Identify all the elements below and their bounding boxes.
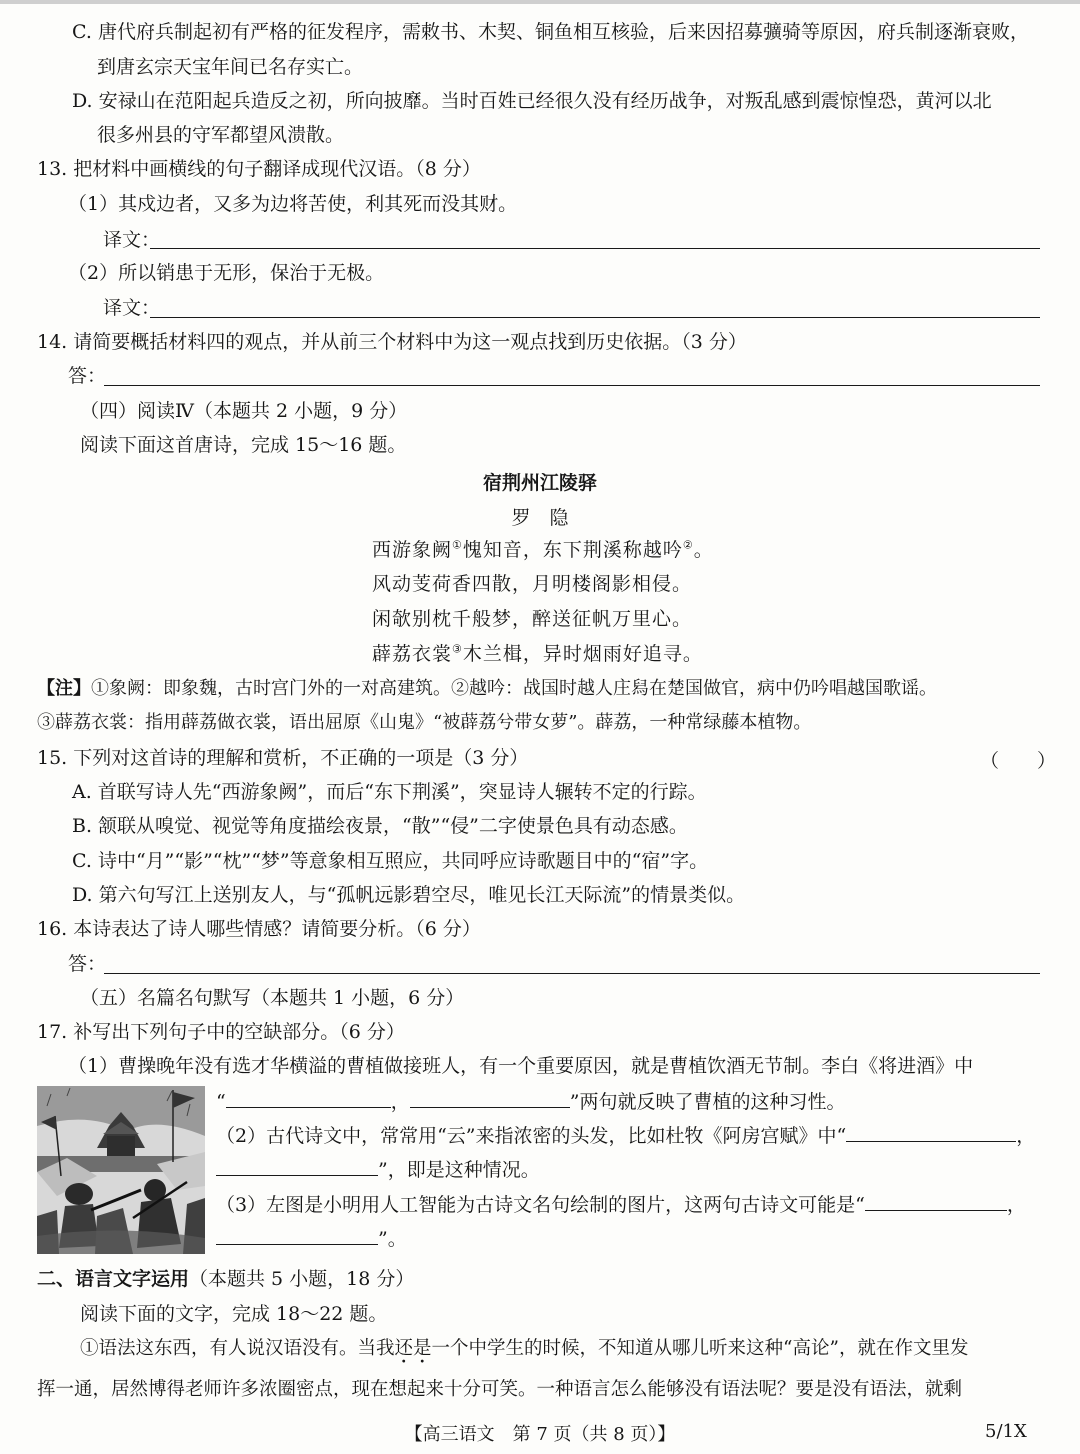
section4-intro: 阅读下面这首唐诗，完成 15～16 题。 xyxy=(80,434,407,456)
q12-option-d-line2: 很多州县的守军都望风溃散。 xyxy=(97,124,345,146)
q17-blank-4[interactable] xyxy=(216,1159,378,1176)
q16-answer-blank[interactable] xyxy=(104,973,1040,974)
q17-item-3-line1: （3）左图是小明用人工智能为古诗文名句绘制的图片，这两句古诗文可能是“ ， xyxy=(216,1194,1026,1216)
poem-title: 宿荆州江陵驿 xyxy=(482,472,597,494)
q16-answer-label: 答： xyxy=(68,953,107,975)
q15-option-a: A. 首联写诗人先“西游象阙”，而后“东下荆溪”，突显诗人辗转不定的行踪。 xyxy=(72,781,707,803)
part2-heading: 二、语言文字运用（本题共 5 小题，18 分） xyxy=(37,1268,415,1290)
q17-blank-2[interactable] xyxy=(410,1091,570,1108)
page-footer: 【高三语文 第 7 页（共 8 页）】 xyxy=(404,1424,676,1445)
q17-item-2-line1: （2）古代诗文中，常常用“云”来指浓密的头发，比如杜牧《阿房宫赋》中“ ， xyxy=(216,1125,1036,1147)
q15-option-c: C. 诗中“月”“影”“枕”“梦”等意象相互照应，共同呼应诗歌题目中的“宿”字。 xyxy=(72,850,709,872)
emphasis-char-2: 是 xyxy=(413,1338,432,1359)
q17-item-1-line2: “ ， ”两句就反映了曹植的这种习性。 xyxy=(216,1091,846,1113)
q17-stem: 17. 补写出下列句子中的空缺部分。（6 分） xyxy=(37,1021,405,1043)
q15-stem: 15. 下列对这首诗的理解和赏析，不正确的一项是（3 分） xyxy=(37,747,529,769)
q17-blank-1[interactable] xyxy=(226,1091,391,1108)
q13-translation-blank-1[interactable] xyxy=(150,248,1040,249)
poem-author: 罗 隐 xyxy=(511,507,569,529)
note-marker-2: ② xyxy=(682,538,694,552)
q13-translation-label-1: 译文： xyxy=(103,229,161,251)
q13-sentence-2: （2）所以销患于无形，保治于无极。 xyxy=(68,262,385,284)
note-marker-1: ① xyxy=(452,538,463,552)
notes-tag: 【注】 xyxy=(37,678,91,699)
poem-line-2: 风动芰荷香四散，月明楼阁影相侵。 xyxy=(372,573,693,595)
q13-sentence-1: （1）其戍边者，又多为边将苦使，利其死而没其财。 xyxy=(68,193,518,215)
q17-item-2-line2: ”，即是这种情况。 xyxy=(216,1158,540,1182)
q15-answer-parenthesis[interactable]: （ ） xyxy=(980,750,1057,772)
q13-stem: 13. 把材料中画横线的句子翻译成现代汉语。（8 分） xyxy=(37,158,481,180)
part2-intro: 阅读下面的文字，完成 18～22 题。 xyxy=(80,1303,388,1325)
q12-option-c-line2: 到唐玄宗天宝年间已名存实亡。 xyxy=(97,56,364,78)
q15-option-d: D. 第六句写江上送别友人，与“孤帆远影碧空尽，唯见长江天际流”的情景类似。 xyxy=(72,884,746,906)
q17-blank-3[interactable] xyxy=(846,1125,1016,1142)
q14-answer-blank[interactable] xyxy=(104,385,1040,386)
q17-item-1-line1: （1）曹操晚年没有选才华横溢的曹植做接班人，有一个重要原因，就是曹植饮酒无节制。李白《将进酒》中 xyxy=(68,1055,974,1077)
scan-edge xyxy=(0,0,1080,4)
passage-line-2: 挥一通，居然博得老师许多浓圈密点，现在想起来十分可笑。一种语言怎么能够没有语法呢？要是没有语法，就剩 xyxy=(37,1379,963,1400)
q12-option-c-line1: C. 唐代府兵制起初有严格的征发程序，需敕书、木契、铜鱼相互核验，后来因招募彍骑等原因，府兵制逐渐衰败， xyxy=(72,21,1029,43)
q16-stem: 16. 本诗表达了诗人哪些情感？请简要分析。（6 分） xyxy=(37,918,481,940)
note-marker-3: ③ xyxy=(452,642,463,656)
q13-translation-label-2: 译文： xyxy=(103,297,161,319)
q12-option-d-line1: D. 安禄山在范阳起兵造反之初，所向披靡。当时百姓已经很久没有经历战争，对叛乱感到震惊惶恐，黄河以北 xyxy=(72,90,992,112)
section4-heading: （四）阅读Ⅳ（本题共 2 小题，9 分） xyxy=(80,400,408,422)
poem-line-1: 西游象阙①愧知音，东下荆溪称越吟②。 xyxy=(372,538,714,561)
section5-heading: （五）名篇名句默写（本题共 1 小题，6 分） xyxy=(80,987,465,1009)
poem-line-3: 闲欹别枕千般梦，醉送征帆万里心。 xyxy=(372,608,693,630)
battle-illustration xyxy=(37,1086,205,1254)
q17-blank-6[interactable] xyxy=(216,1228,378,1245)
poem-notes-line-2: ③薜荔衣裳：指用薜荔做衣裳，语出屈原《山鬼》“被薜荔兮带女萝”。薜荔，一种常绿藤本植物。 xyxy=(37,712,812,733)
q14-answer-label: 答： xyxy=(68,365,107,387)
q17-blank-5[interactable] xyxy=(865,1194,1007,1211)
paper-code: 5/1X xyxy=(985,1421,1027,1442)
emphasis-char-1: 还 xyxy=(394,1338,414,1359)
poem-notes-line-1: 【注】①象阙：即象魏，古时宫门外的一对高建筑。②越吟：战国时越人庄舄在楚国做官，病中仍吟唱越国歌谣。 xyxy=(37,678,937,699)
passage-line-1: ①语法这东西，有人说汉语没有。当我还是一个中学生的时候，不知道从哪儿听来这种“高论”，就在作文里发 xyxy=(80,1338,969,1359)
q14-stem: 14. 请简要概括材料四的观点，并从前三个材料中为这一观点找到历史依据。（3 分） xyxy=(37,331,747,353)
poem-line-4: 薜荔衣裳③木兰楫，异时烟雨好追寻。 xyxy=(372,642,703,665)
q15-option-b: B. 颔联从嗅觉、视觉等角度描绘夜景，“散”“侵”二字使景色具有动态感。 xyxy=(72,815,688,837)
q17-item-3-line2: ”。 xyxy=(216,1227,407,1251)
q13-translation-blank-2[interactable] xyxy=(150,317,1040,318)
